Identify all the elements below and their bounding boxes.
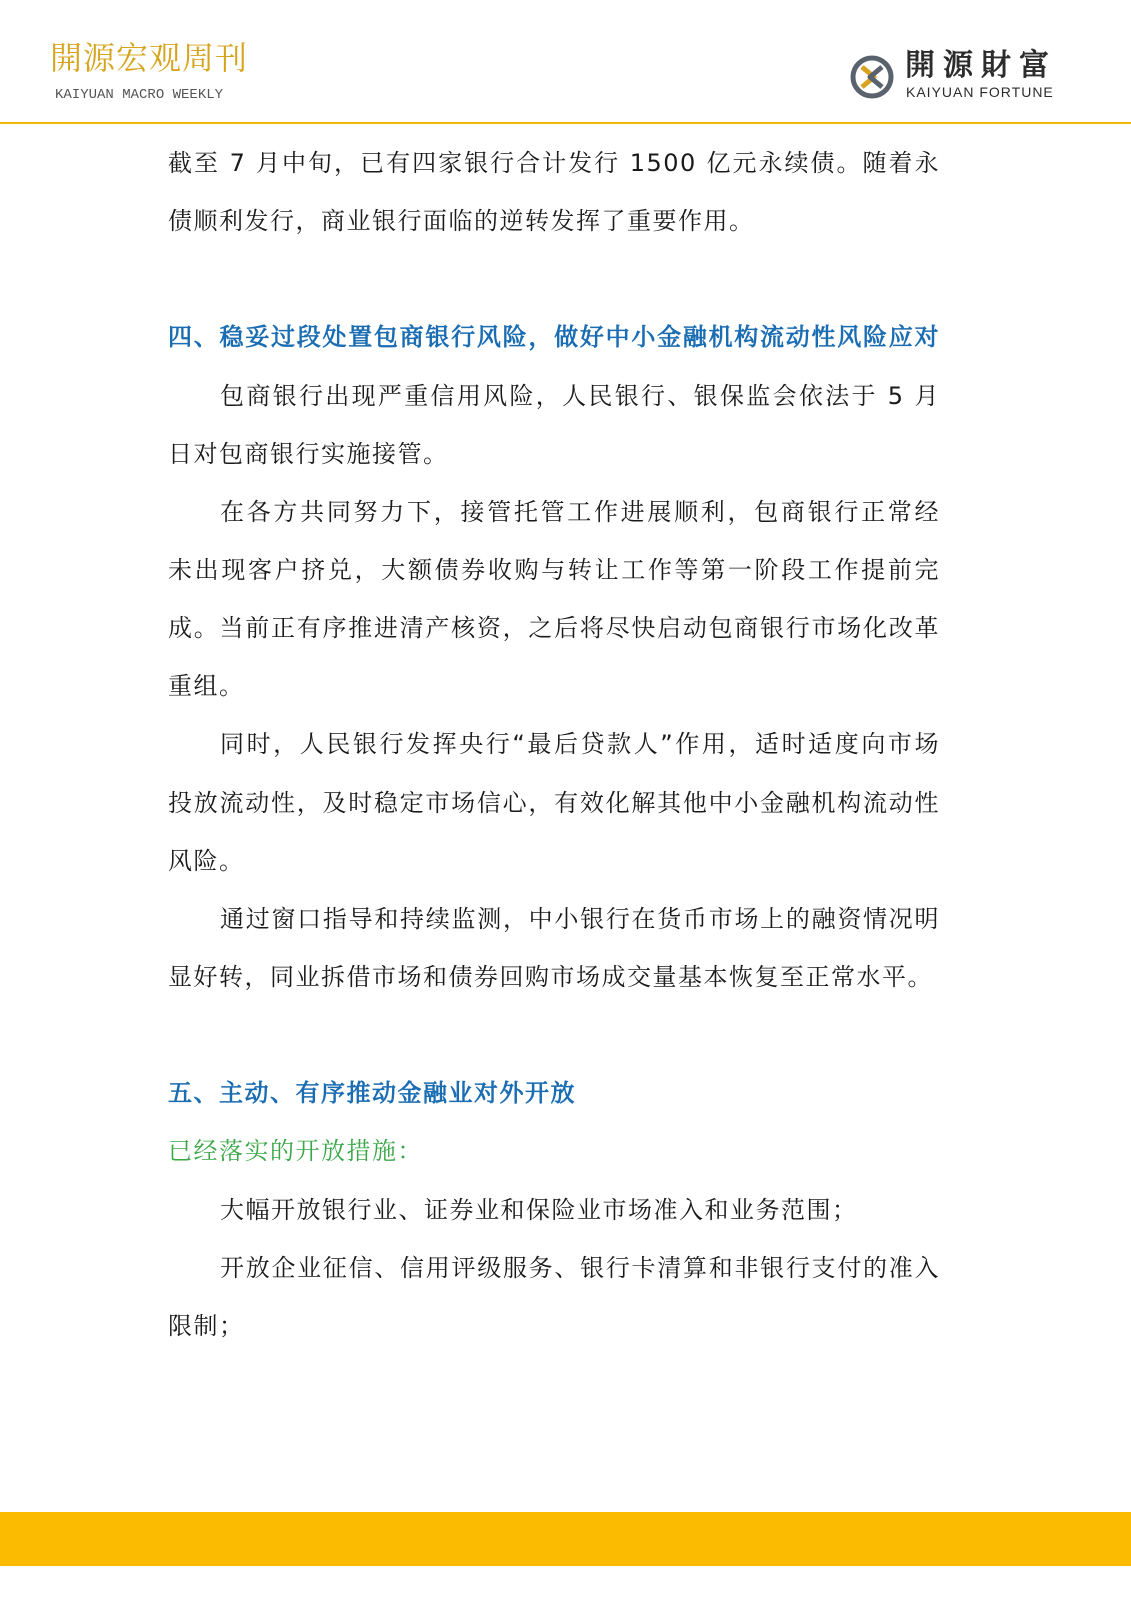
logo-name: 開源財富 — [905, 48, 1057, 83]
body-line: 限制； — [168, 1311, 245, 1340]
document-body — [168, 134, 940, 1355]
subheading: 已经落实的开放措施： — [168, 1137, 423, 1166]
body-line: 债顺利发行，商业银行面临的逆转发挥了重要作用。 — [168, 207, 755, 236]
kaiyuan-logo-icon — [848, 53, 896, 101]
paragraph-intro — [168, 134, 940, 250]
body-line: 在各方共同努力下，接管托管工作进展顺利，包商银行正常经 — [220, 497, 940, 526]
body-line: 同时，人民银行发挥央行“最后贷款人”作用，适时适度向市场 — [220, 730, 940, 759]
body-line: 大幅开放银行业、证券业和保险业市场准入和业务范围； — [220, 1195, 858, 1224]
body-line: 未出现客户挤兑，大额债券收购与转让工作等第一阶段工作提前完 — [168, 555, 940, 584]
section-heading-5: 五、主动、有序推动金融业对外开放 — [168, 1079, 576, 1108]
body-line: 重组。 — [168, 672, 245, 701]
body-line: 显好转，同业拆借市场和债券回购市场成交量基本恢复至正常水平。 — [168, 962, 933, 991]
logo-subtitle: KAIYUAN FORTUNE — [906, 84, 1054, 100]
paragraph — [168, 367, 940, 483]
paragraph — [168, 715, 940, 889]
body-line: 投放流动性，及时稳定市场信心，有效化解其他中小金融机构流动性 — [168, 788, 940, 817]
paragraph — [168, 483, 940, 716]
section-heading-4: 四、稳妥过段处置包商银行风险，做好中小金融机构流动性风险应对 — [168, 323, 940, 352]
body-line: 截至 7 月中旬，已有四家银行合计发行 1500 亿元永续债。随着永 — [168, 149, 940, 177]
footer-bar — [0, 1512, 1131, 1566]
paragraph — [168, 1181, 940, 1239]
paragraph — [168, 1239, 940, 1355]
body-line: 成。当前正有序推进清产核资，之后将尽快启动包商银行市场化改革 — [168, 614, 940, 643]
publication-title: 開源宏观周刊 — [50, 39, 249, 77]
body-line: 风险。 — [168, 846, 245, 875]
publication-subtitle: KAIYUAN MACRO WEEKLY — [55, 87, 224, 103]
body-line: 日对包商银行实施接管。 — [168, 439, 449, 468]
body-line: 通过窗口指导和持续监测，中小银行在货币市场上的融资情况明 — [220, 904, 940, 933]
paragraph — [168, 890, 940, 1006]
body-line: 开放企业征信、信用评级服务、银行卡清算和非银行支付的准入 — [220, 1253, 940, 1282]
header-divider — [0, 122, 1131, 124]
body-line: 包商银行出现严重信用风险，人民银行、银保监会依法于 5 月 — [220, 381, 940, 410]
